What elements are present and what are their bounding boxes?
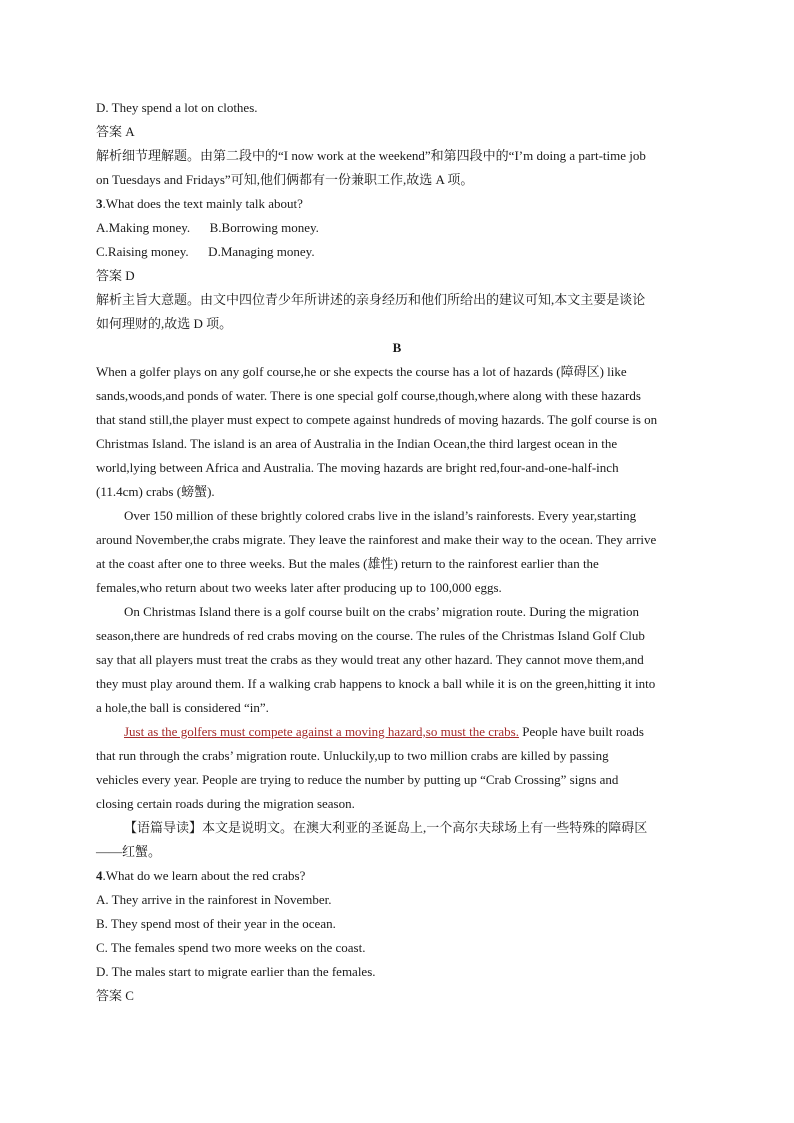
q4-stem: .What do we learn about the red crabs? bbox=[102, 868, 306, 883]
paragraph-line: that stand still,the player must expect to compete against hundreds of moving hazards. The golf course is on bbox=[96, 412, 658, 427]
q4-number: 4 bbox=[96, 868, 103, 883]
paragraph-line: Christmas Island. The island is an area of Australia in the Indian Ocean,the third largest ocean in the bbox=[96, 436, 618, 451]
q4-option-b: B. They spend most of their year in the ocean. bbox=[96, 916, 336, 931]
q4-answer: 答案 C bbox=[96, 988, 134, 1003]
paragraph-line: On Christmas Island there is a golf course built on the crabs’ migration route. During the migration bbox=[124, 604, 639, 619]
paragraph-line: world,lying between Africa and Australia. The moving hazards are bright red,four-and-one-half-inch bbox=[96, 460, 619, 475]
discourse-guide-line-2: ——红蟹。 bbox=[96, 844, 162, 859]
q4-option-d: D. The males start to migrate earlier than the females. bbox=[96, 964, 376, 979]
paragraph-line: closing certain roads during the migration season. bbox=[96, 796, 355, 811]
paragraph-line-rest: People have built roads bbox=[518, 724, 644, 739]
q3-analysis-line-2: 如何理财的,故选 D 项。 bbox=[96, 316, 233, 331]
paragraph-line: Over 150 million of these brightly colored crabs live in the island’s rainforests. Every year,starting bbox=[124, 508, 637, 523]
paragraph-line: vehicles every year. People are trying to reduce the number by putting up “Crab Crossing” signs and bbox=[96, 772, 619, 787]
paragraph-line: (11.4cm) crabs (螃蟹). bbox=[96, 484, 215, 499]
highlighted-sentence: Just as the golfers must compete against a moving hazard,so must the crabs. bbox=[124, 724, 519, 739]
paragraph-line: a hole,the ball is considered “in”. bbox=[96, 700, 269, 715]
paragraph-line: When a golfer plays on any golf course,he or she expects the course has a lot of hazards (障碍区) like bbox=[96, 364, 627, 379]
q2-analysis-line-2: on Tuesdays and Fridays”可知,他们俩都有一份兼职工作,故选 A 项。 bbox=[96, 172, 474, 187]
q3-analysis-line-1: 解析主旨大意题。由文中四位青少年所讲述的亲身经历和他们所给出的建议可知,本文主要是谈论 bbox=[96, 292, 646, 307]
q4-option-c: C. The females spend two more weeks on the coast. bbox=[96, 940, 366, 955]
q3-number: 3 bbox=[96, 196, 103, 211]
q3-answer: 答案 D bbox=[96, 268, 135, 283]
q2-analysis-line-1: 解析细节理解题。由第二段中的“I now work at the weekend”和第四段中的“I’m doing a part-time job bbox=[96, 148, 646, 163]
q2-answer: 答案 A bbox=[96, 124, 135, 139]
discourse-guide-line-1: 【语篇导读】本文是说明文。在澳大利亚的圣诞岛上,一个高尔夫球场上有一些特殊的障碍区 bbox=[124, 820, 648, 835]
paragraph-line: say that all players must treat the crabs as they would treat any other hazard. They cannot move them,and bbox=[96, 652, 644, 667]
paragraph-line bbox=[124, 724, 734, 740]
paragraph-line: that run through the crabs’ migration route. Unluckily,up to two million crabs are killed by passing bbox=[96, 748, 609, 763]
q4-option-a: A. They arrive in the rainforest in November. bbox=[96, 892, 332, 907]
q2-option-d: D. They spend a lot on clothes. bbox=[96, 100, 258, 115]
q3-options-ab: A.Making money. B.Borrowing money. bbox=[96, 220, 319, 235]
paragraph-line: they must play around them. If a walking crab happens to knock a ball while it is on the green,hitting it into bbox=[96, 676, 656, 691]
q3-question bbox=[96, 196, 706, 212]
paragraph-line: sands,woods,and ponds of water. There is one special golf course,though,where along with these hazards bbox=[96, 388, 641, 403]
passage-heading: B bbox=[392, 340, 402, 355]
paragraph-line: around November,the crabs migrate. They leave the rainforest and make their way to the ocean. They arrive bbox=[96, 532, 657, 547]
paragraph-line: at the coast after one to three weeks. But the males (雄性) return to the rainforest earlier than the bbox=[96, 556, 599, 571]
q3-options-cd: C.Raising money. D.Managing money. bbox=[96, 244, 315, 259]
q4-question bbox=[96, 868, 706, 884]
paragraph-line: females,who return about two weeks later after producing up to 100,000 eggs. bbox=[96, 580, 502, 595]
q3-stem: .What does the text mainly talk about? bbox=[102, 196, 303, 211]
paragraph-line: season,there are hundreds of red crabs moving on the course. The rules of the Christmas Island Golf Club bbox=[96, 628, 645, 643]
